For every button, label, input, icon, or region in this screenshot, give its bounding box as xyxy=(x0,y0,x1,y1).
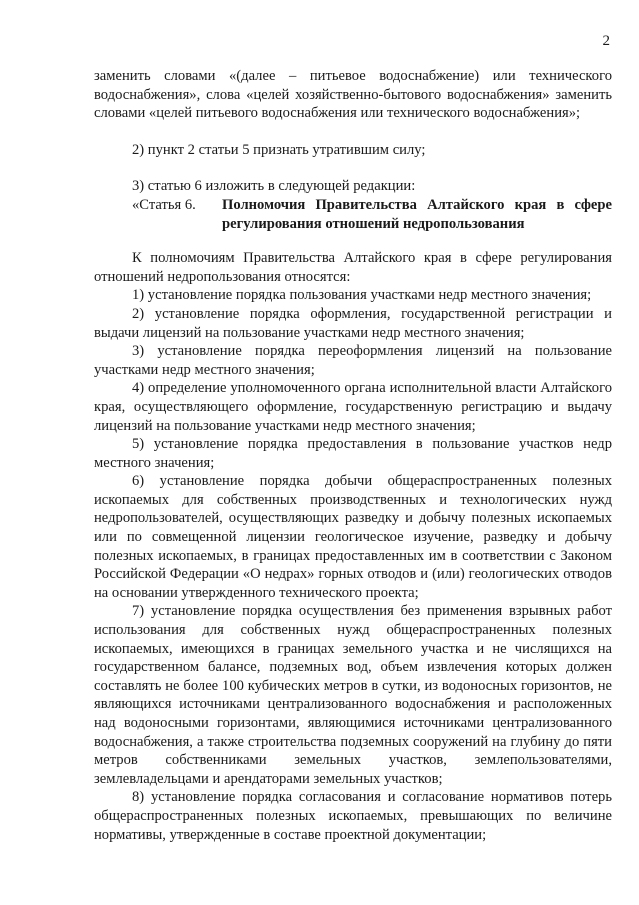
power-item: 6) установление порядка добычи общераспространенных полезных ископаемых для собственных производственных и технологических нужд недропользователей, осуществляющих разведку и добычу полезных ископаемых или по совмещенной лицензии геологическое изучение, разведку и добычу полезных ископаемых, в границах предоставленных им в соответствии с Законом Российской Федерации «О недрах» горных отводов и (или) геологических отводов на основании утвержденного технического проекта; xyxy=(94,473,612,601)
power-item: 5) установление порядка предоставления в пользование участков недр местного значения; xyxy=(94,436,612,471)
article-title: Полномочия Правительства Алтайского края в сфере регулирования отношений недропользования xyxy=(222,196,612,232)
lead-paragraph: К полномочиям Правительства Алтайского края в сфере регулирования отношений недропользования относятся: xyxy=(94,250,612,285)
item-3: 3) статью 6 изложить в следующей редакции: xyxy=(132,178,416,195)
item-2: 2) пункт 2 статьи 5 признать утратившим силу; xyxy=(132,141,426,158)
power-item: 7) установление порядка осуществления без применения взрывных работ использования для собственных нужд общераспространенных полезных ископаемых, имеющихся в границах земельного участка и не числящихся на государственном балансе, подземных вод, объем извлечения которых должен составлять не более 100 кубических метров в сутки, из водоносных горизонтов, не являющихся источниками централизованного водоснабжения и расположенных над водоносными горизонтами, являющимися источниками централизованного водоснабжения, а также строительства подземных сооружений на глубину до пяти метров собственниками земельных участков, землепользователями, землевладельцами и арендаторами земельных участков; xyxy=(94,603,612,787)
power-item: 8) установление порядка согласования и согласование нормативов потерь общераспространенных полезных ископаемых, превышающих по величине нормативы, утвержденные в составе проектной документации; xyxy=(94,789,612,843)
power-item: 4) определение уполномоченного органа исполнительной власти Алтайского края, осуществляющего оформление, государственную регистрацию и выдачу лицензий на пользование участками недр местного значения; xyxy=(94,380,612,434)
power-item: 3) установление порядка переоформления лицензий на пользование участками недр местного значения; xyxy=(94,343,612,378)
power-item: 2) установление порядка оформления, государственной регистрации и выдачи лицензий на пользование участками недр местного значения; xyxy=(94,305,612,341)
document-body xyxy=(94,67,612,844)
article-label: «Статья 6. xyxy=(132,196,196,213)
intro-paragraph: заменить словами «(далее – питьевое водоснабжение) или технического водоснабжения», слова «целей хозяйственно-бытового водоснабжения» заменить словами «целей питьевого водоснабжения или технического водоснабжения»; xyxy=(94,68,612,122)
article-heading xyxy=(94,196,612,233)
power-item: 1) установление порядка пользования участками недр местного значения; xyxy=(132,287,592,304)
page-number: 2 xyxy=(602,33,610,49)
